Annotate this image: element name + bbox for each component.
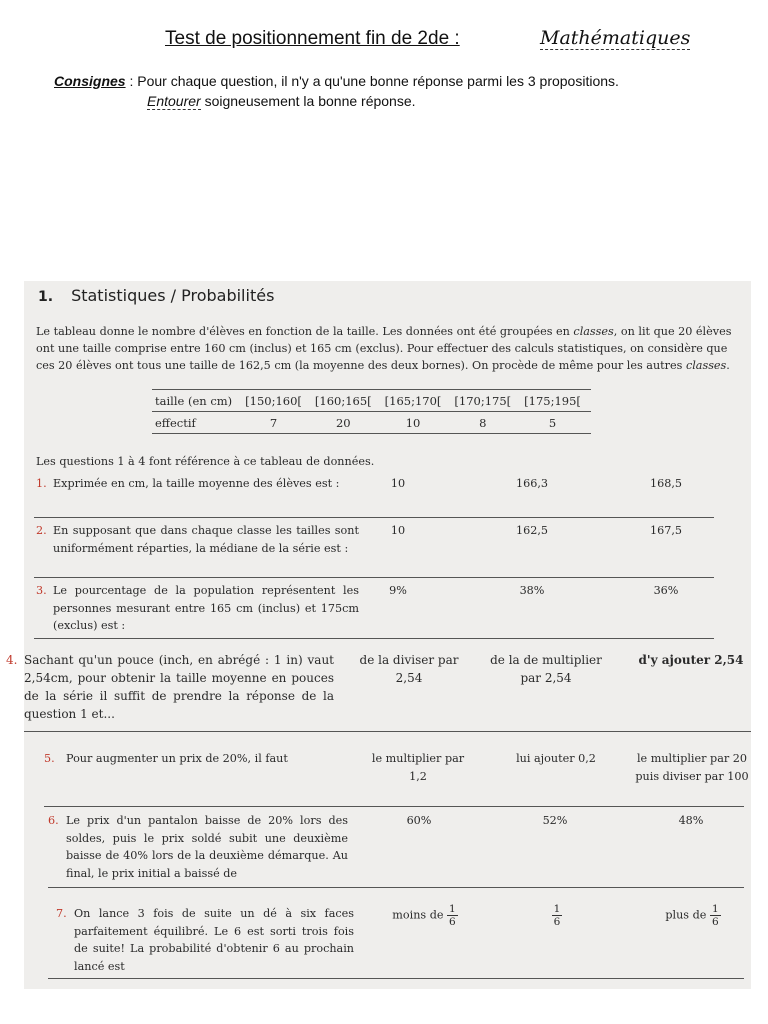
table-cell: 8 — [451, 412, 521, 434]
question-number: 3. — [36, 584, 47, 597]
option-b[interactable]: 166,3 — [515, 477, 549, 490]
table-cell: 5 — [521, 412, 591, 434]
fraction-numerator: 1 — [711, 903, 719, 915]
option-c[interactable]: 168,5 — [649, 477, 683, 490]
option-c[interactable]: 167,5 — [649, 524, 683, 537]
subject-title: Mathématiques — [540, 27, 691, 49]
question-number: 7. — [56, 907, 67, 920]
table-cell: 7 — [242, 412, 312, 434]
option-b[interactable]: 162,5 — [515, 524, 549, 537]
option-a[interactable]: 60% — [406, 814, 432, 827]
question-2 — [36, 522, 359, 555]
question-text: On lance 3 fois de suite un dé à six faces parfaitement équilibré. Le 6 est sorti trois fois de suite! La probabilité d'obtenir 6 au prochain lancé est — [74, 907, 354, 973]
question-text: Le pourcentage de la population représentent les personnes mesurant entre 165 cm (inclus) et 175cm (exclus) est : — [53, 584, 359, 632]
fraction-denominator: 6 — [711, 916, 719, 928]
table-cell: 20 — [312, 412, 382, 434]
intro-text: Le tableau donne le nombre d'élèves en fonction de la taille. Les données ont été groupées en — [36, 325, 574, 338]
option-b[interactable]: 38% — [519, 584, 545, 597]
intro-text: . — [726, 359, 730, 372]
question-text: Exprimée en cm, la taille moyenne des élèves est : — [53, 477, 340, 490]
question-text: Le prix d'un pantalon baisse de 20% lors des soldes, puis le prix soldé subit une deuxième baisse de 40% lors de la deuxième démarque. Au final, le prix initial a baissé de — [66, 814, 348, 880]
question-text: Sachant qu'un pouce (inch, en abrégé : 1 in) vaut 2,54cm, pour obtenir la taille moyenne en pouces de la série il suffit de prendre la réponse de la question 1 et... — [24, 653, 334, 721]
table-cell: [165;170[ — [382, 390, 452, 412]
divider — [44, 806, 744, 807]
instructions-text-2: soigneusement la bonne réponse. — [200, 93, 416, 109]
option-c[interactable]: d'y ajouter 2,54 — [638, 653, 744, 667]
fraction-denominator: 6 — [449, 916, 456, 928]
fraction — [447, 903, 458, 928]
table-row — [152, 412, 591, 434]
question-number: 5. — [44, 752, 55, 765]
option-a[interactable]: le multiplier par 1,2 — [371, 752, 465, 783]
question-number: 6. — [48, 814, 59, 827]
question-1 — [36, 475, 340, 493]
instructions-label-2: Entourer — [147, 93, 201, 109]
option-a[interactable]: 10 — [390, 524, 406, 537]
test-title: Test de positionnement fin de 2de : — [165, 28, 460, 49]
option-b[interactable] — [532, 903, 582, 928]
section-heading — [38, 286, 274, 305]
intro-paragraph — [36, 323, 740, 374]
table-cell: [175;195[ — [521, 390, 591, 412]
table-cell: 10 — [382, 412, 452, 434]
divider — [34, 517, 714, 518]
fraction — [710, 903, 721, 928]
option-b[interactable]: de la de multiplier par 2,54 — [490, 653, 602, 685]
option-c[interactable]: 48% — [678, 814, 704, 827]
table-note: Les questions 1 à 4 font référence à ce tableau de données. — [36, 455, 375, 468]
option-b[interactable]: 52% — [542, 814, 568, 827]
intro-text: , on lit que 20 élèves ont une taille comprise entre 160 cm (inclus) et 165 cm (exclus). Pour effectuer des calculs statistiques, on considère que ces 20 élèves ont tous une taille de 162,5 cm (la moyenne des deux bornes). On procède de même pour les autres — [36, 325, 732, 372]
table-row — [152, 390, 591, 412]
option-a[interactable] — [380, 903, 470, 928]
option-b[interactable]: lui ajouter 0,2 — [516, 752, 596, 765]
intro-italic: classes — [573, 325, 614, 338]
divider — [48, 978, 744, 979]
option-text: moins de — [392, 908, 444, 922]
fraction-denominator: 6 — [553, 916, 561, 928]
section-number: 1. — [38, 289, 54, 305]
instructions-text-1: : Pour chaque question, il n'y a qu'une bonne réponse parmi les 3 propositions. — [125, 73, 619, 89]
option-c[interactable]: le multiplier par 20 puis diviser par 100 — [635, 752, 749, 783]
question-3 — [36, 582, 359, 632]
option-a[interactable]: 10 — [390, 477, 406, 490]
intro-italic: classes — [685, 359, 727, 372]
question-number: 4. — [6, 653, 18, 667]
table-cell: [160;165[ — [312, 390, 382, 412]
question-text: En supposant que dans chaque classe les tailles sont uniformément réparties, la médiane de la série est : — [53, 524, 359, 555]
option-a[interactable]: 9% — [389, 584, 407, 597]
divider — [34, 638, 714, 639]
divider — [48, 887, 744, 888]
divider — [24, 731, 751, 732]
question-5 — [44, 750, 288, 768]
fraction-numerator: 1 — [553, 903, 561, 915]
option-c[interactable] — [648, 903, 738, 928]
question-7 — [56, 905, 354, 973]
option-text: plus de — [665, 908, 707, 922]
data-table — [152, 389, 591, 434]
option-c[interactable]: 36% — [653, 584, 679, 597]
question-6 — [48, 812, 348, 880]
instructions-line-2 — [147, 93, 416, 109]
table-label-size: taille (en cm) — [152, 390, 242, 412]
instructions-line-1 — [54, 73, 619, 89]
table-cell: [150;160[ — [242, 390, 312, 412]
instructions-label: Consignes — [54, 73, 126, 89]
fraction-numerator: 1 — [449, 903, 456, 915]
page-header — [165, 27, 691, 50]
question-text: Pour augmenter un prix de 20%, il faut — [66, 752, 288, 765]
fraction — [552, 903, 563, 928]
option-a[interactable]: de la diviser par 2,54 — [359, 653, 459, 685]
divider — [34, 577, 714, 578]
table-label-count: effectif — [152, 412, 242, 434]
table-cell: [170;175[ — [451, 390, 521, 412]
section-title: Statistiques / Probabilités — [71, 286, 275, 305]
question-number: 2. — [36, 524, 47, 537]
scanned-exercise — [6, 281, 751, 989]
question-number: 1. — [36, 477, 47, 490]
